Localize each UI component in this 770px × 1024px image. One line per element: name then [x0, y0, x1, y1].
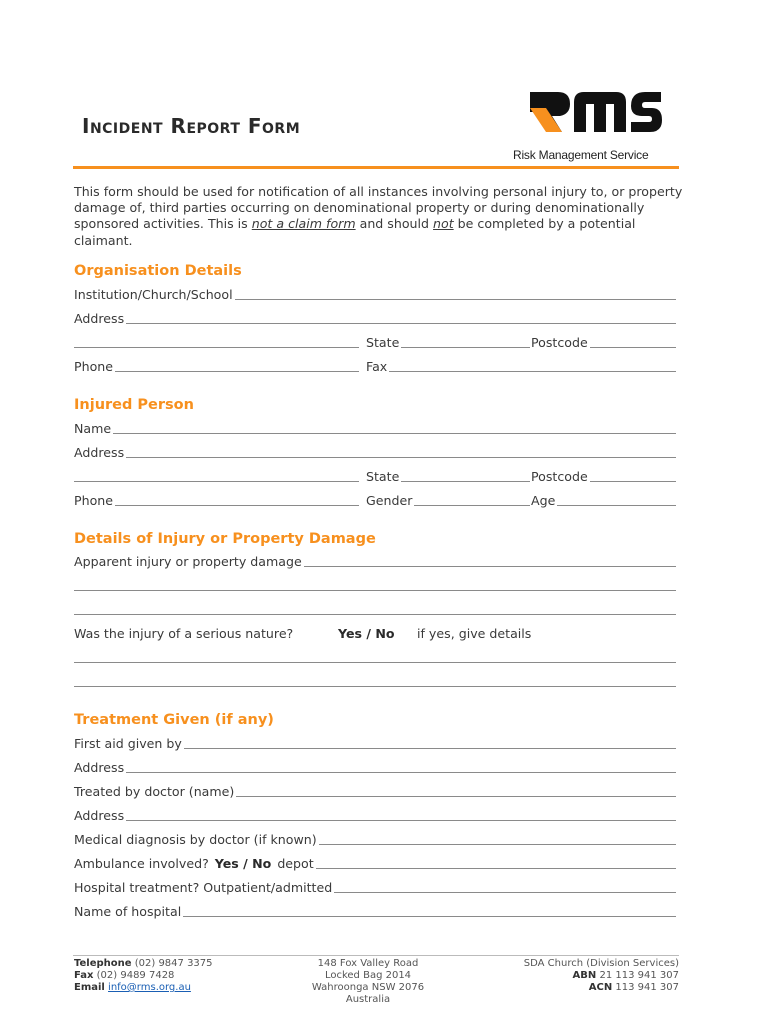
address-line: Australia — [345, 994, 391, 1005]
footer-contact — [74, 958, 213, 994]
org-fax-field[interactable] — [389, 358, 676, 372]
injured-address-label: Address — [74, 445, 125, 460]
org-state-field[interactable] — [401, 334, 530, 348]
ambulance-row — [74, 854, 676, 872]
injured-name-label: Name — [74, 421, 112, 436]
address-line: 148 Fox Valley Road — [317, 958, 419, 969]
email-label: Email — [74, 982, 105, 993]
hospital-name-field[interactable] — [183, 903, 676, 917]
diagnosis-label: Medical diagnosis by doctor (if known) — [74, 832, 317, 847]
if-yes-label: if yes, give details — [417, 626, 532, 641]
intro-text: This form should be used for notification of all instances involving personal injury to, or property damage of, third parties occurring on denominational property or during denominationally sponsored activities. This is — [74, 184, 683, 232]
serious-line-row — [74, 672, 676, 690]
injured-state-row — [74, 467, 676, 485]
injured-address2-field[interactable] — [74, 468, 359, 482]
fax-value: (02) 9489 7428 — [96, 970, 175, 981]
serious-question-label: Was the injury of a serious nature? — [74, 626, 294, 641]
page-title: Incident Report Form — [82, 114, 301, 138]
tel-label: Telephone — [74, 958, 132, 969]
ambulance-label: Ambulance involved? — [74, 856, 209, 871]
institution-label: Institution/Church/School — [74, 287, 233, 302]
doctor-label: Treated by doctor (name) — [74, 784, 235, 799]
org-postcode-label: Postcode — [531, 335, 588, 350]
first-aid-row — [74, 734, 676, 752]
logo-subtitle: Risk Management Service — [513, 148, 649, 162]
org-postcode-field[interactable] — [590, 334, 676, 348]
injured-address-field[interactable] — [126, 444, 676, 458]
intro-text: be completed by a potential claimant. — [74, 216, 636, 248]
footer-divider — [73, 955, 679, 956]
depot-field[interactable] — [316, 855, 676, 869]
org-fax-label: Fax — [366, 359, 388, 374]
injured-gender-label: Gender — [366, 493, 413, 508]
tel-value: (02) 9847 3375 — [134, 958, 213, 969]
injury-details-line[interactable] — [74, 577, 676, 591]
diagnosis-row — [74, 830, 676, 848]
address-line: Wahroonga NSW 2076 — [311, 982, 425, 993]
org-address-row — [74, 309, 676, 327]
org-phone-label: Phone — [74, 359, 114, 374]
serious-details-line[interactable] — [74, 673, 676, 687]
apparent-injury-row — [74, 552, 676, 570]
injured-postcode-field[interactable] — [590, 468, 676, 482]
hospital-treatment-row — [74, 878, 676, 896]
serious-details-line[interactable] — [74, 649, 676, 663]
email-link[interactable]: info@rms.org.au — [108, 982, 191, 993]
abn-label: ABN — [572, 970, 597, 981]
intro-text: and should — [355, 216, 434, 232]
section-heading-treatment: Treatment Given (if any) — [74, 712, 274, 728]
hospital-treatment-label: Hospital treatment? Outpatient/admitted — [74, 880, 333, 895]
injury-line-row — [74, 600, 676, 618]
header-divider — [73, 166, 679, 169]
injured-age-label: Age — [531, 493, 556, 508]
first-aid-address-label: Address — [74, 760, 125, 775]
acn-value: 113 941 307 — [615, 982, 679, 993]
serious-injury-row — [74, 624, 676, 642]
serious-line-row — [74, 648, 676, 666]
ambulance-yes-no[interactable]: Yes / No — [214, 856, 272, 871]
fax-label: Fax — [74, 970, 94, 981]
injury-details-line[interactable] — [74, 601, 676, 615]
not-emphasis: not — [433, 216, 454, 232]
org-address-label: Address — [74, 311, 125, 326]
org-phone-field[interactable] — [115, 358, 359, 372]
hospital-name-label: Name of hospital — [74, 904, 182, 919]
injured-phone-field[interactable] — [115, 492, 359, 506]
injured-phone-row — [74, 491, 676, 509]
injured-state-label: State — [366, 469, 400, 484]
institution-row — [74, 285, 676, 303]
footer-address — [288, 958, 448, 1006]
first-aid-address-field[interactable] — [126, 759, 676, 773]
hospital-name-row — [74, 902, 676, 920]
section-heading-injury: Details of Injury or Property Damage — [74, 531, 376, 547]
apparent-injury-label: Apparent injury or property damage — [74, 554, 302, 569]
institution-field[interactable] — [235, 286, 676, 300]
acn-label: ACN — [588, 982, 613, 993]
section-heading-organisation: Organisation Details — [74, 263, 242, 279]
hospital-treatment-field[interactable] — [334, 879, 676, 893]
rms-logo — [528, 88, 663, 136]
doctor-field[interactable] — [236, 783, 676, 797]
org-address2-field[interactable] — [74, 334, 359, 348]
injured-name-field[interactable] — [113, 420, 676, 434]
injured-postcode-label: Postcode — [531, 469, 588, 484]
org-state-row — [74, 333, 676, 351]
injured-name-row — [74, 419, 676, 437]
injured-address-row — [74, 443, 676, 461]
section-heading-injured: Injured Person — [74, 397, 194, 413]
not-claim-emphasis: not a claim form — [251, 216, 356, 232]
serious-yes-no[interactable]: Yes / No — [338, 626, 395, 641]
depot-label: depot — [277, 856, 314, 871]
doctor-row — [74, 782, 676, 800]
injured-gender-field[interactable] — [414, 492, 530, 506]
intro-paragraph — [74, 184, 684, 249]
org-name: SDA Church (Division Services) — [523, 958, 679, 969]
org-address-field[interactable] — [126, 310, 676, 324]
injury-line-row — [74, 576, 676, 594]
abn-value: 21 113 941 307 — [599, 970, 679, 981]
org-phone-row — [74, 357, 676, 375]
injured-state-field[interactable] — [401, 468, 530, 482]
first-aid-address-row — [74, 758, 676, 776]
diagnosis-field[interactable] — [319, 831, 676, 845]
org-state-label: State — [366, 335, 400, 350]
doctor-address-field[interactable] — [126, 807, 676, 821]
first-aid-label: First aid given by — [74, 736, 182, 751]
injured-phone-label: Phone — [74, 493, 114, 508]
injured-age-field[interactable] — [557, 492, 676, 506]
footer-org — [524, 958, 679, 994]
doctor-address-row — [74, 806, 676, 824]
first-aid-field[interactable] — [184, 735, 676, 749]
apparent-injury-field[interactable] — [304, 553, 676, 567]
doctor-address-label: Address — [74, 808, 125, 823]
address-line: Locked Bag 2014 — [324, 970, 412, 981]
